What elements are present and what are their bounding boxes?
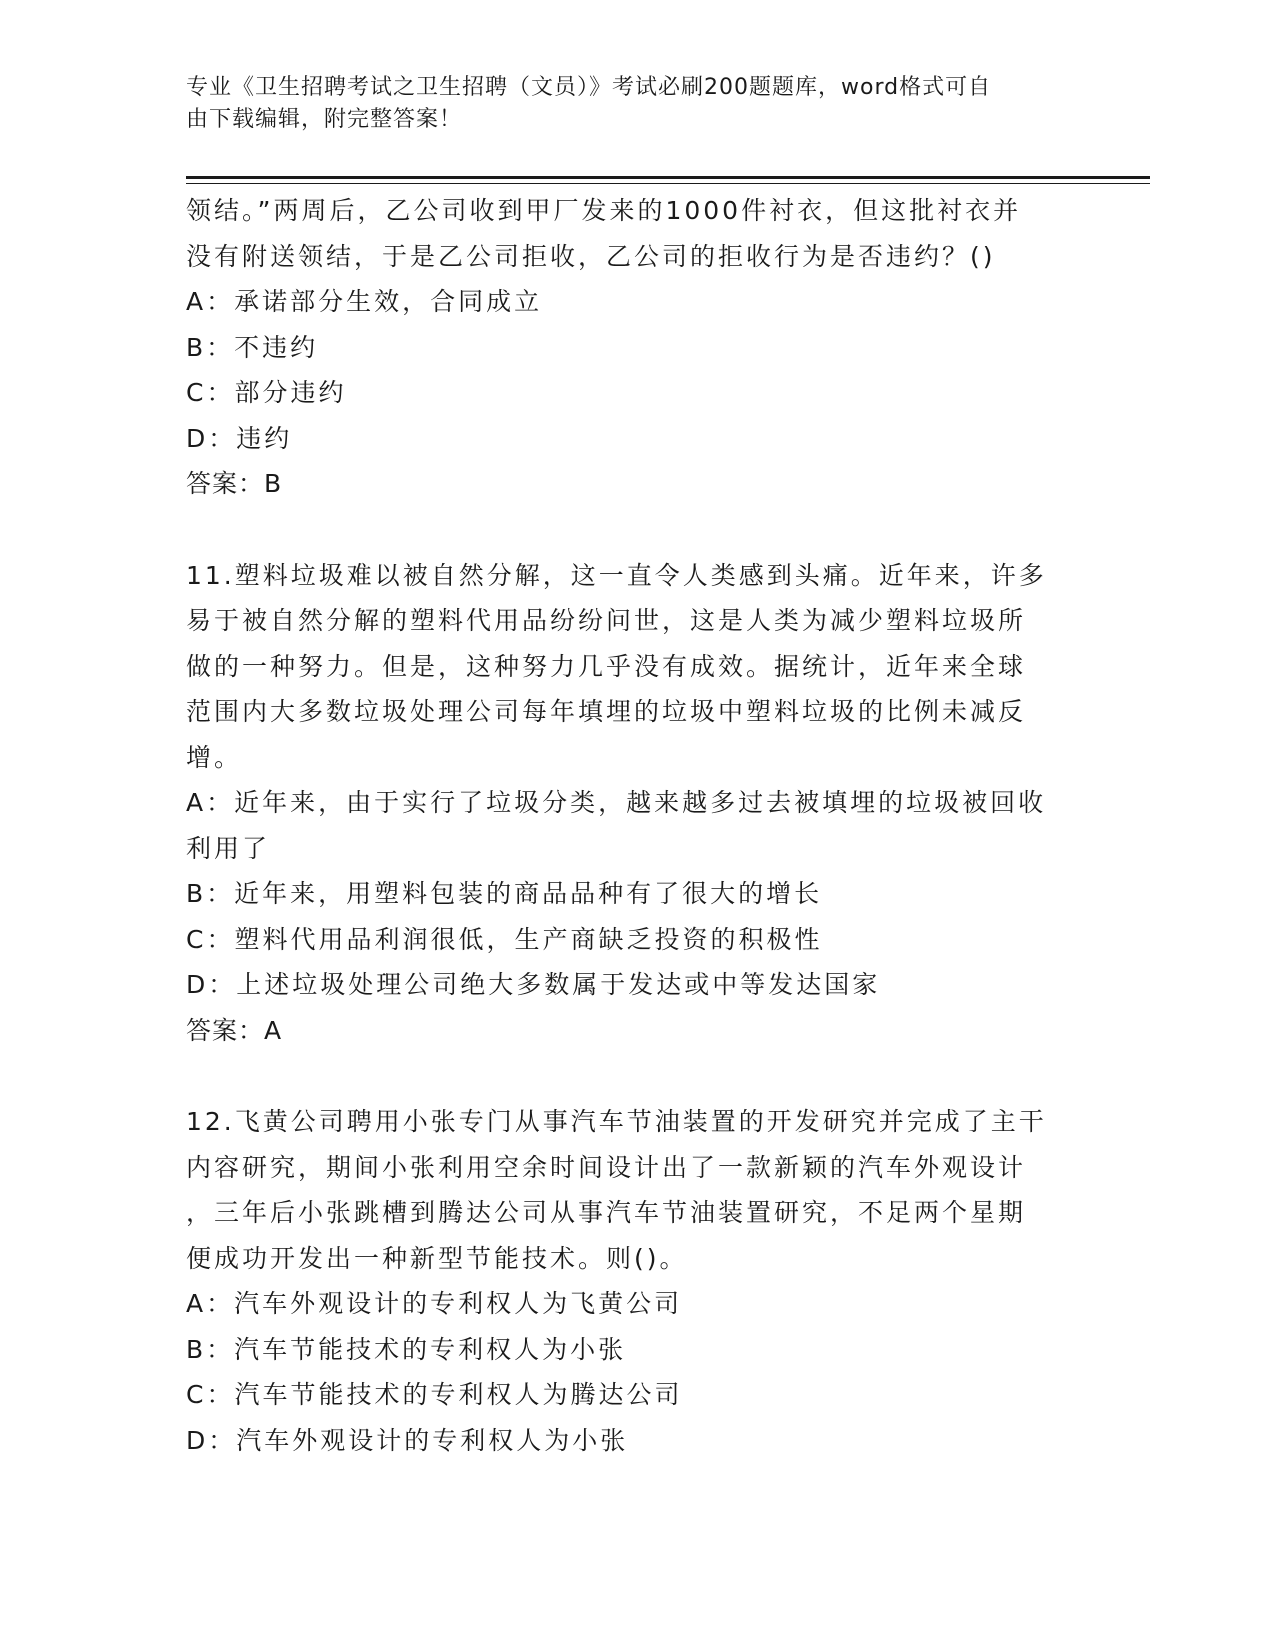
option-a: A：承诺部分生效，合同成立 <box>186 287 543 316</box>
question-stem-line: 便成功开发出一种新型节能技术。则()。 <box>186 1243 688 1273</box>
option-c: C：部分违约 <box>186 378 347 407</box>
question-stem-line: 增。 <box>186 742 243 772</box>
document-header <box>186 72 1066 136</box>
option-a: A：汽车外观设计的专利权人为飞黄公司 <box>186 1289 683 1318</box>
question-content <box>186 188 1076 1463</box>
option-d: D：上述垃圾处理公司绝大多数属于发达或中等发达国家 <box>186 970 881 999</box>
question-stem-line: 领结。”两周后，乙公司收到甲厂发来的1000件衬衣，但这批衬衣并 <box>186 196 1022 225</box>
question-stem-line: 易于被自然分解的塑料代用品纷纷问世，这是人类为减少塑料垃圾所 <box>186 606 1027 635</box>
header-rule-thin <box>186 183 1150 184</box>
option-a-continued: 利用了 <box>186 833 271 863</box>
option-c: C：汽车节能技术的专利权人为腾达公司 <box>186 1380 683 1409</box>
question-stem-line: 没有附送领结，于是乙公司拒收，乙公司的拒收行为是否违约？() <box>186 241 996 271</box>
question-10 <box>186 188 1076 507</box>
option-d: D：汽车外观设计的专利权人为小张 <box>186 1425 629 1455</box>
answer-label: 答案：A <box>186 1015 283 1045</box>
question-stem-line: 12.飞黄公司聘用小张专门从事汽车节油装置的开发研究并完成了主干 <box>186 1107 1047 1136</box>
question-stem-line: 内容研究，期间小张利用空余时间设计出了一款新颖的汽车外观设计 <box>186 1152 1027 1182</box>
question-12 <box>186 1099 1076 1463</box>
header-title-line-1: 专业《卫生招聘考试之卫生招聘（文员）》考试必刷200题题库，word格式可自 <box>186 75 992 100</box>
question-stem-line: 做的一种努力。但是，这种努力几乎没有成效。据统计，近年来全球 <box>186 651 1027 681</box>
header-rule-thick <box>186 176 1150 179</box>
option-a: A：近年来，由于实行了垃圾分类，越来越多过去被填埋的垃圾被回收 <box>186 788 1047 817</box>
option-b: B：汽车节能技术的专利权人为小张 <box>186 1334 627 1364</box>
question-stem-line: 范围内大多数垃圾处理公司每年填埋的垃圾中塑料垃圾的比例未减反 <box>186 697 1027 726</box>
option-b: B：近年来，用塑料包装的商品品种有了很大的增长 <box>186 879 823 908</box>
option-b: B：不违约 <box>186 332 319 362</box>
question-stem-line: 11.塑料垃圾难以被自然分解，这一直令人类感到头痛。近年来，许多 <box>186 560 1047 590</box>
option-c: C：塑料代用品利润很低，生产商缺乏投资的积极性 <box>186 924 823 954</box>
option-d: D：违约 <box>186 423 293 453</box>
answer-label: 答案：B <box>186 469 283 498</box>
question-11 <box>186 553 1076 1054</box>
question-stem-line: ，三年后小张跳槽到腾达公司从事汽车节油装置研究，不足两个星期 <box>186 1198 1027 1227</box>
header-title-line-2: 由下载编辑，附完整答案！ <box>186 107 463 132</box>
